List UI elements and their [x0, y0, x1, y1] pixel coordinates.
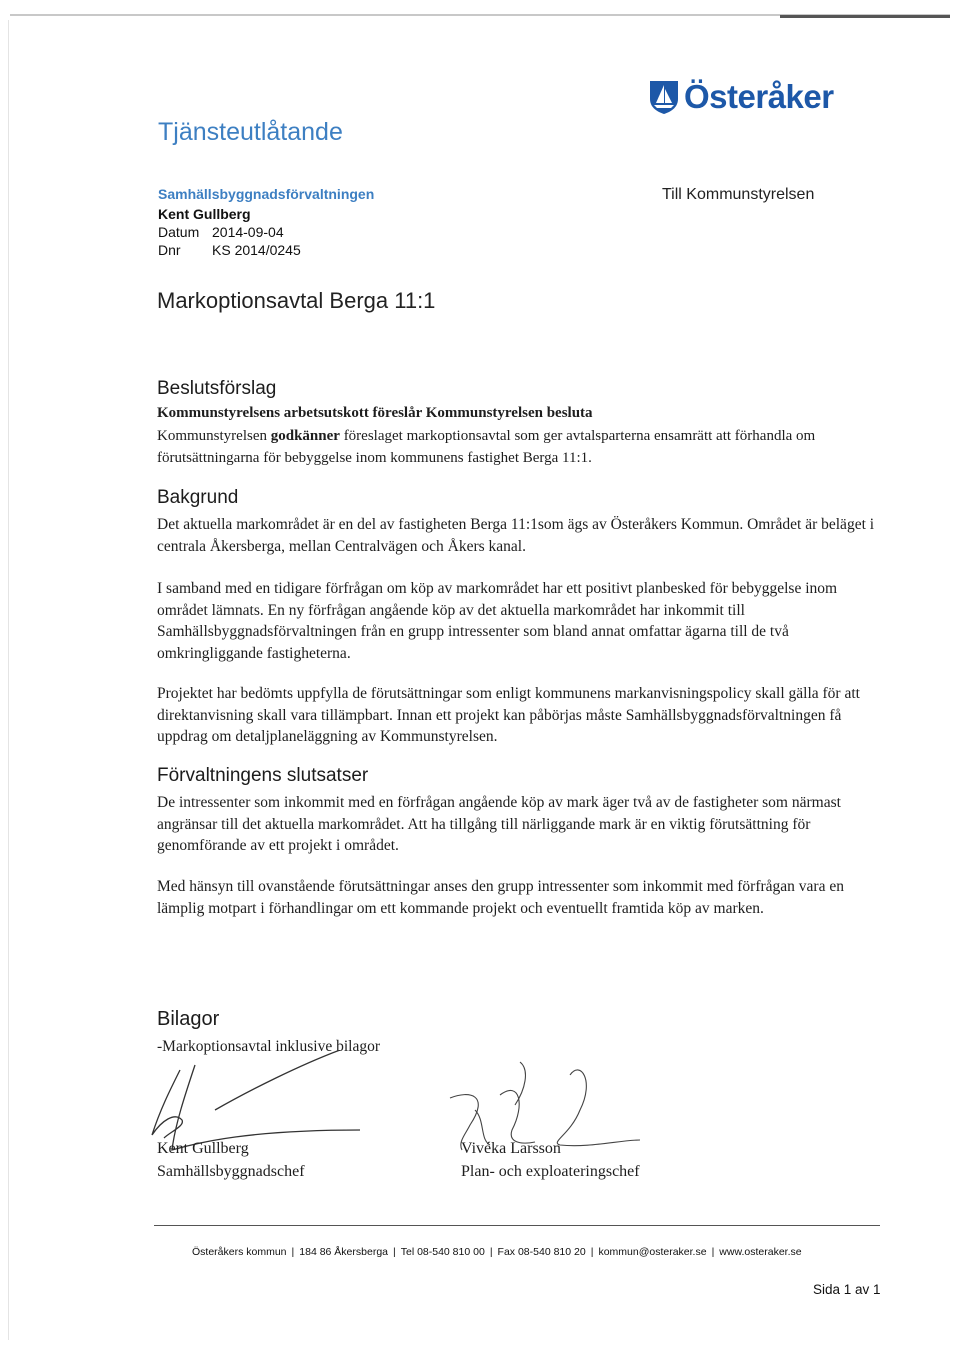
date-value: 2014-09-04 [212, 224, 284, 240]
bakgrund-paragraph-1: Det aktuella markområdet är en del av fastigheten Berga 11:1som ägs av Österåkers Kommun. Området är beläget i centrala Åkersberga, mellan Centralvägen och Åkers kanal. [157, 516, 875, 555]
osteraker-logo [648, 76, 834, 118]
heading-beslutsforslag: Beslutsförslag [157, 378, 277, 399]
signature-role-1: Samhällsbyggnadschef [157, 1163, 305, 1180]
footer-org: Österåkers kommun [192, 1246, 287, 1258]
decision-text-rest: föreslaget markoptionsavtal som ger avtalsparterna ensamrätt att förhandla om förutsättningarna för bebyggelse inom kommunens fastighet Berga 11:1. [157, 428, 816, 466]
page-number: Sida 1 av 1 [813, 1282, 881, 1297]
bakgrund-paragraph-3: Projektet har bedömts uppfylla de förutsättningar som enligt kommunens markanvisningspolicy skall gälla för att direktanvisning skall vara tillämpbart. Innan ett projekt kan påbörjas måste Samhällsbyggnadsförvaltningen få uppdrag om detaljplaneläggning av Kommunstyrelsen. [157, 685, 860, 745]
author-name: Kent Gullberg [158, 206, 251, 222]
signature-name-2: Vivéka Larsson [461, 1140, 561, 1157]
signature-name-1: Kent Gullberg [157, 1140, 249, 1157]
document-title: Markoptionsavtal Berga 11:1 [157, 288, 436, 313]
heading-slutsatser: Förvaltningens slutsatser [157, 765, 369, 786]
slutsatser-paragraph-1: De intressenter som inkommit med en förfrågan angående köp av mark äger två av de fastigheter som närmast angränsar till det aktuella markområdet. Att ha tillgång till närliggande mark är en viktig förutsättning för genomförande av ett projekt i området. [157, 794, 841, 854]
date-label: Datum [158, 224, 200, 240]
bilagor-item: -Markoptionsavtal inklusive bilagor [157, 1038, 380, 1055]
footer-tel: Tel 08-540 810 00 [400, 1246, 485, 1258]
decision-text-start: Kommunstyrelsen [157, 428, 271, 444]
logo-text: Österåker [684, 78, 834, 115]
footer-fax: Fax 08-540 810 20 [497, 1246, 586, 1258]
slutsatser-paragraph-2: Med hänsyn till ovanstående förutsättningar anses den grupp intressenter som inkommit med förfrågan vara en lämplig motpart i förhandlingar om ett kommande projekt och eventuellt framtida köp av marken. [157, 878, 844, 917]
signature-role-2: Plan- och exploateringschef [461, 1163, 640, 1180]
footer-address: 184 86 Åkersberga [299, 1246, 388, 1258]
department-name: Samhällsbyggnadsförvaltningen [158, 186, 375, 202]
dnr-value: KS 2014/0245 [212, 242, 301, 258]
footer-email: kommun@osteraker.se [598, 1246, 707, 1258]
footer-contact: Österåkers kommun | 184 86 Åkersberga | Tel 08-540 810 00 | Fax 08-540 810 20 | kommun@osteraker.se | www.osteraker.se [192, 1246, 802, 1258]
dnr-label: Dnr [158, 242, 181, 258]
heading-bilagor: Bilagor [157, 1008, 220, 1030]
footer-divider [154, 1225, 880, 1226]
decision-text [157, 426, 887, 469]
dnr-row [158, 242, 301, 258]
footer-web: www.osteraker.se [719, 1246, 802, 1258]
decision-verb: godkänner [270, 428, 340, 444]
left-scan-edge [8, 20, 9, 1340]
decision-intro: Kommunstyrelsens arbetsutskott föreslår Kommunstyrelsen besluta [157, 405, 593, 421]
document-type: Tjänsteutlåtande [158, 118, 343, 146]
top-border-mark [780, 15, 950, 18]
bakgrund-paragraph-2: I samband med en tidigare förfrågan om köp av markområdet har ett positivt planbesked för bebyggelse inom området lämnats. En ny förfrågan angående köp av det aktuella markområdet har inkommit till Samhällsbyggnadsförvaltningen från en grupp intressenter som bland annat omfattar ägarna till de två omkringliggande fastigheterna. [157, 580, 838, 662]
date-row [158, 224, 284, 240]
recipient: Till Kommunstyrelsen [662, 186, 815, 203]
heading-bakgrund: Bakgrund [157, 487, 239, 508]
sailboat-shield-icon [648, 79, 680, 115]
